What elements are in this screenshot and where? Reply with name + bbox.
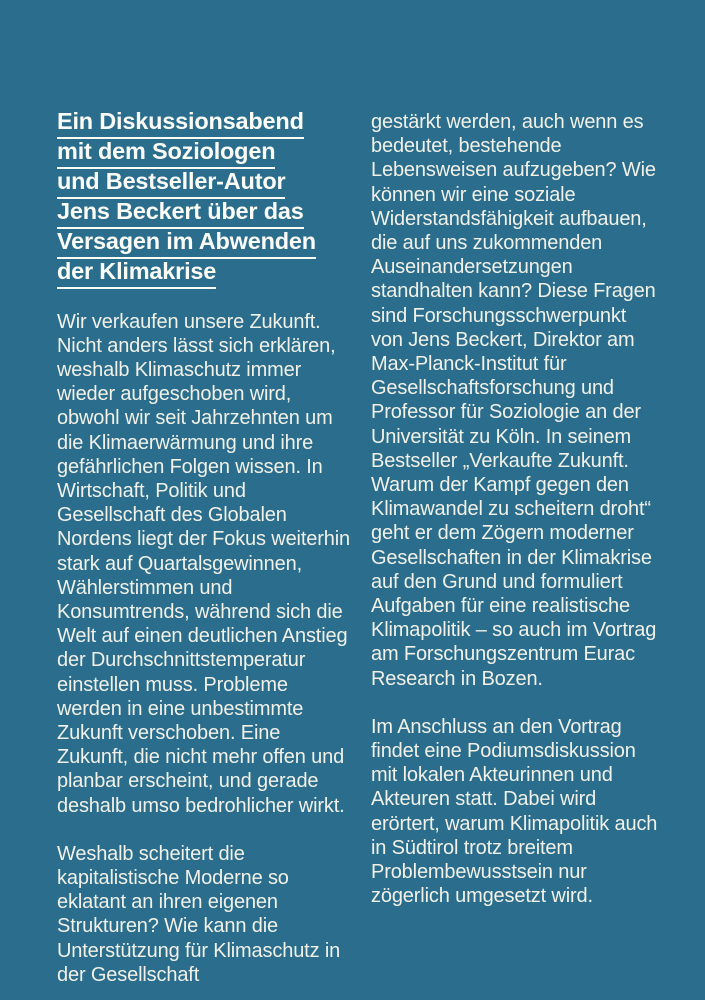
paragraph-questions: Weshalb scheitert die kapitalistische Moderne so eklatant an ihren eigenen Strukturen? Wie kann die Unterstützung für Klimaschutz in der Gesellschaft <box>57 842 341 986</box>
paragraph-intro: Wir verkaufen unsere Zukunft. Nicht anders lässt sich erklären, weshalb Klimaschutz immer wieder aufgeschoben wird, obwohl wir seit Jahrzehnten um die Klimaerwärmung und ihre gefährlichen Folgen wissen. In Wirtschaft, Politik und Gesellschaft des Globalen Nordens liegt der Fokus weiterhin stark auf Quartalsgewinnen, Wählerstimmen und Konsumtrends, während sich die Welt auf einen deutlichen Anstieg der Durchschnittstemperatur einstellen muss. Probleme werden in eine unbestimmte Zukunft verschoben. Eine Zukunft, die nicht mehr offen und planbar erscheint, und gerade deshalb umso bedrohlicher wirkt. <box>57 310 350 817</box>
page-title-line-6: der Klimakrise <box>57 260 216 289</box>
page-title-line-2: mit dem Soziologen <box>57 140 275 169</box>
page-title-line-4: Jens Beckert über das <box>57 200 304 229</box>
page-title-line-3: und Bestseller-Autor <box>57 170 285 199</box>
paragraph-beckert: gestärkt werden, auch wenn es bedeutet, bestehende Lebensweisen aufzugeben? Wie können wir eine soziale Widerstandsfähigkeit aufbauen, die auf uns zukommenden Auseinandersetzungen standhalten kann? Diese Fragen sind Forschungsschwerpunkt von Jens Beckert, Direktor am Max-Planck-Institut für Gesellschaftsforschung und Professor für Soziologie an der Universität zu Köln. In seinem Bestseller „Verkaufte Zukunft. Warum der Kampf gegen den Klimawandel zu scheitern droht“ geht er dem Zögern moderner Gesellschaften in der Klimakrise auf den Grund und formuliert Aufgaben für eine realistische Klimapolitik – so auch im Vortrag am Forschungszentrum Eurac Research in Bozen. <box>371 111 657 690</box>
page-title-line-1: Ein Diskussionsabend <box>57 110 304 139</box>
page-title <box>57 110 350 289</box>
paragraph-podium: Im Anschluss an den Vortrag findet eine Podiumsdiskussion mit lokalen Akteurinnen und Akteuren statt. Dabei wird erörtert, warum Klimapolitik auch in Südtirol trotz breitem Problembewusstsein nur zögerlich umgesetzt wird. <box>371 715 658 908</box>
right-column-text <box>371 110 660 909</box>
left-column-text <box>57 310 350 987</box>
right-column <box>371 110 660 1000</box>
left-column <box>57 110 350 1000</box>
page-title-line-5: Versagen im Abwenden <box>57 230 316 259</box>
